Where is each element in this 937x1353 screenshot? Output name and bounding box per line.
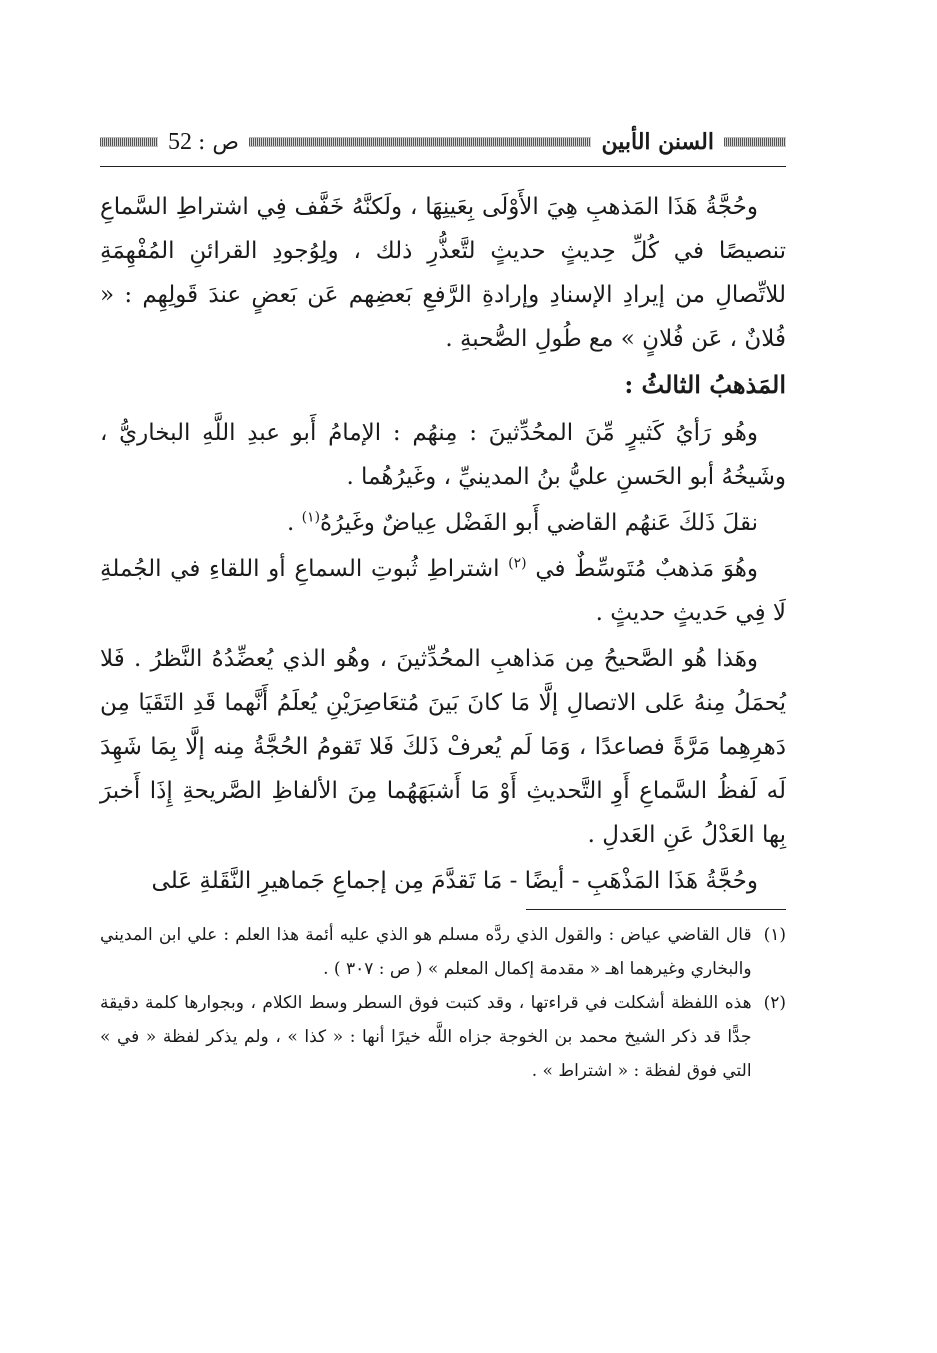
- paragraph: وهُو رَأيُ كَثيرٍ مِّنَ المحُدِّثينَ : مِنهُم : الإمامُ أَبو عبدِ اللَّهِ البخاريُّ ، وشَيخُهُ أبو الحَسنِ عليُّ بنُ المدينيِّ ، وغَيرُهُما .: [100, 420, 786, 490]
- header-ornament-right: [724, 137, 786, 147]
- footnote-number: (١): [763, 925, 786, 945]
- footnote-marker-1: (١): [301, 509, 321, 526]
- main-text: [100, 185, 786, 903]
- paragraph: وحُجَّةُ هَذَا المَذهبِ هِيَ الأَوْلَى بِعَينِهَا ، ولَكنَّهُ خَفَّف فِي اشتراطِ السَّماعِ تنصيصًا في كُلِّ حِديثٍ حديثٍ لتَّعذُّرِ ذلك ، ولِوُجودِ القرائنِ المُفْهِمَةِ للاتِّصالِ من إيرادِ الإسنادِ وإرادةِ الرَّفعِ بَعضِهم عَن بَعضٍ عندَ قَولِهِم : « فُلانٌ ، عَن فُلانٍ » مع طُولِ الصُّحبةِ .: [100, 194, 786, 352]
- paragraph-end: .: [286, 510, 302, 536]
- page-label: ص :: [198, 129, 240, 155]
- section-heading: المَذهبُ الثالثُ :: [624, 370, 786, 399]
- paragraph: وهَذا هُو الصَّحيحُ مِن مَذاهبِ المحُدِّثينَ ، وهُو الذي يُعضِّدُهُ النَّظرُ . فَلا يُحمَلُ مِنهُ عَلى الاتصالِ إلَّا مَا كانَ بَينَ مُتعَاصِرَيْنِ يُعلَمُ أَنَّهما قَدِ التَقَيَا مِن دَهرِهِما مَرَّةً فصاعدًا ، وَمَا لَم يُعرفْ ذَلكَ فَلا تَقومُ الحُجَّةُ مِنه إلَّا بِمَا شَهِدَ لَه لَفظُ السَّماعِ أَوِ التَّحديثِ أَوْ مَا أَشبَهَهُما مِنَ الألفاظِ الصَّريحةِ إِذَا أَخبرَ بِها العَدْلُ عَنِ العَدلِ .: [100, 646, 786, 848]
- paragraph: [100, 547, 786, 635]
- footnote: [100, 986, 786, 1088]
- paragraph: وحُجَّةُ هَذَا المَذْهَبِ - أيضًا - مَا تَقدَّمَ مِن إجماعِ جَماهيرِ النَّقَلةِ عَلى: [151, 868, 758, 894]
- footnotes: [100, 918, 786, 1088]
- footnote-number: (٢): [763, 993, 786, 1013]
- paragraph-text: نقلَ ذَلكَ عَنهُم القاضي أَبو الفَضْل عِياضٌ وغَيرُهُ: [320, 510, 758, 536]
- footnote-rule: [526, 909, 786, 910]
- footnote-text: هذه اللفظة أشكلت في قراءتها ، وقد كتبت فوق السطر وسط الكلام ، وبجوارها كلمة دقيقة جدًّا قد ذكر الشيخ محمد بن الخوجة جزاه اللَّه خيرًا أنها : « كذا » ، ولم يذكر لفظة « في » التي فوق لفظة : « اشتراط » .: [100, 993, 752, 1081]
- header-ornament-left: [100, 137, 158, 147]
- page-number: 52: [168, 128, 192, 155]
- page-header: [100, 120, 786, 164]
- paragraph: [100, 501, 786, 545]
- footnote-text: قال القاضي عياض : والقول الذي ردَّه مسلم هو الذي عليه أئمة هذا العلم : علي ابن المديني والبخاري وغيرهما اهـ « مقدمة إكمال المعلم » ( ص : ٣٠٧ ) .: [100, 925, 752, 979]
- header-ornament-middle: [249, 137, 591, 147]
- book-title: السنن الأبين: [601, 129, 714, 155]
- footnote-marker-2: (٢): [508, 555, 527, 572]
- book-page: [100, 120, 786, 1260]
- header-rule: [100, 166, 786, 167]
- footnote: [100, 918, 786, 986]
- page-reference: [168, 129, 239, 156]
- paragraph-text: وهُوَ مَذهبٌ مُتَوسِّطٌ في: [535, 556, 758, 582]
- paragraph-text: اشتراطِ ثُبوتِ السماعِ أو اللقاءِ في الجُملةِ لَا فِي حَديثٍ حديثٍ .: [100, 556, 786, 626]
